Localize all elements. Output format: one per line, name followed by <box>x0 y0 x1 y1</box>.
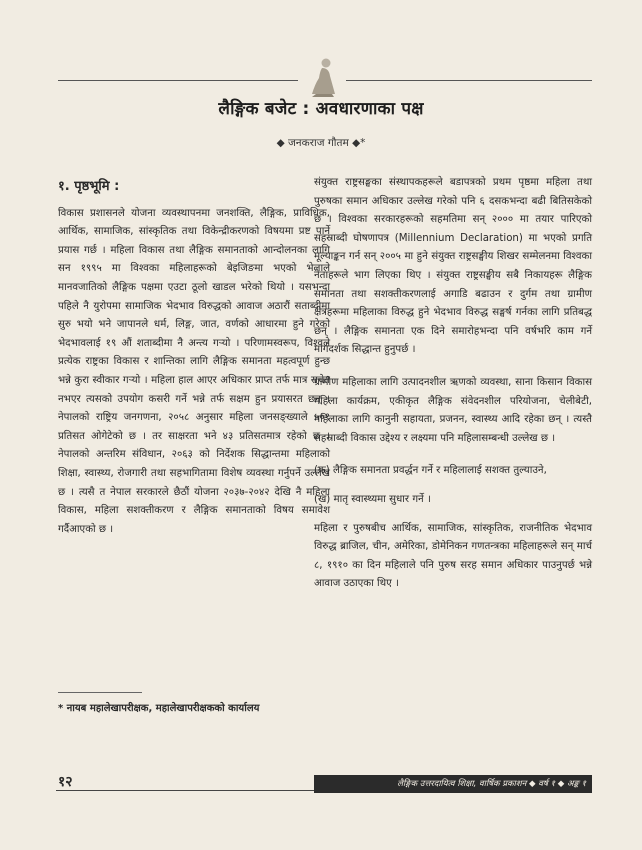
section-heading: १. पृष्ठभूमि : <box>58 179 120 194</box>
article-title: लैङ्गिक बजेट : अवधारणाका पक्ष <box>218 99 424 119</box>
footer-rule <box>56 790 314 791</box>
header-rule-right <box>346 80 592 81</box>
left-column <box>58 178 330 553</box>
list-item: (क) लैङ्गिक समानता प्रवर्द्धन गर्ने र महिलालाई सशक्त तुल्याउने, <box>314 465 547 477</box>
rural-women-paragraph: ग्रामीण महिलाका लागि उत्पादनशील ऋणको व्यवस्था, साना किसान विकास महिला कार्यक्रम, एकीकृत लैङ्गिक संवेदनशील परियोजना, चेलीबेटी, महिलाका लागि कानुनी सहायता, प्रजनन, स्वास्थ्य आदि रहेका छन् । त्यस्तै सहस्राब्दी विकास उद्देश्य र लक्ष्यमा पनि महिलासम्बन्धी उल्लेख छ । <box>314 376 592 444</box>
publication-footer: लैङ्गिक उत्तरदायित्व शिक्षा, वार्षिक प्रकाशन ◆ वर्ष १ ◆ अङ्क १ <box>314 775 592 793</box>
un-paragraph: संयुक्त राष्ट्रसङ्घका संस्थापकहरूले बडापत्रको प्रथम पृष्ठमा महिला तथा पुरुषका समान अधिकार उल्लेख गरेको पनि ६ दसकभन्दा बढी बितिसकेको छ । विश्वका सरकारहरूको सहमतिमा सन् २००० मा तयार पारिएको सहस्राब्दी घोषणापत्र (Millennium Declaration) मा भएको प्रगति मूल्याङ्कन गर्न सन् २००५ मा हुने संयुक्त राष्ट्रसङ्घीय शिखर सम्मेलनमा विश्वका नेताहरूले भाग लिएका थिए । संयुक्त राष्ट्रसङ्घीय सबै निकायहरू लैङ्गिक समानता तथा सशक्तीकरणलाई अगाडि बढाउन र दुर्गम तथा ग्रामीण क्षेत्रहरूमा महिलाका विरुद्ध हुने भेदभाव विरुद्ध सङ्घर्ष गर्नका लागि प्रतिबद्ध छन् । लैङ्गिक समानता एक दिने समारोहभन्दा पनि वर्षभरि काम गर्ने मार्गदर्शक सिद्धान्त हुनुपर्छ । <box>314 177 592 356</box>
author-footnote: * नायब महालेखापरीक्षक, महालेखापरीक्षकको कार्यालय <box>58 703 260 714</box>
list-item: (ख) मातृ स्वास्थ्यमा सुधार गर्ने । <box>314 493 431 505</box>
background-paragraph: विकास प्रशासनले योजना व्यवस्थापनमा जनशक्ति, लैङ्गिक, प्राविधिक, आर्थिक, सामाजिक, सांस्कृतिक तथा विकेन्द्रीकरणको विषयमा प्रष्ट पार्ने प्रयास गर्छ । महिला विकास तथा लैङ्गिक समानताको आन्दोलनका लागि सन १९९५ मा विश्वका महिलाहरूको बेइजिङमा भएको भेलाले मानवजातिको लैङ्गिक पक्षमा एउटा ठूलो खाडल भरेको थियो । यसभन्दा पहिले नै युरोपमा सामाजिक भेदभाव विरुद्धको आवाज अठारौं सताब्दीमा सुरु भयो भने जापानले धर्म, लिङ्ग, जात, वर्णको आधारमा हुने गरेको भेदभावलाई १९ औं शताब्दीमा नै अन्त्य गऱ्यो । परिणामस्वरूप, विश्वले प्रत्येक राष्ट्रका विकास र शान्तिका लागि लैङ्गिक समानता महत्वपूर्ण हुन्छ भन्ने कुरा स्वीकार गऱ्यो । महिला हाल आएर अधिकार प्राप्त तर्फ मात्र सचेत नभएर त्यसको उपयोग कसरी गर्ने भन्ने तर्फ सक्षम हुन प्रयासरत छन् । नेपालको राष्ट्रिय जनगणना, २०५८ अनुसार महिला जनसङ्ख्याले ५०१ प्रतिसत ओगेटेको छ । तर साक्षरता भने ४३ प्रतिसतमात्र रहेको छ । नेपालको अन्तरिम संविधान, २०६३ को निर्देशक सिद्धान्तमा महिलाको शिक्षा, स्वास्थ्य, रोजगारी तथा सहभागितामा विशेष व्यवस्था गर्नुपर्ने उल्लेख छ । त्यसै त नेपाल सरकारले छैठौं योजना २०३७-२०४२ देखि नै महिला विकास, महिला सशक्तीकरण र लैङ्गिक समानताको विषय समावेश गर्दैआएको छ । <box>58 207 330 535</box>
right-column <box>314 174 592 608</box>
womens-day-paragraph: महिला र पुरुषबीच आर्थिक, सामाजिक, सांस्कृतिक, राजनीतिक भेदभाव विरुद्ध ब्राजिल, चीन, अमेरिका, डोमेनिकन गणतन्त्रका महिलाहरूले सन् मार्च ८, १९१० का दिन महिलाले पनि पुरुष सरह समान अधिकार पाउनुपर्छ भन्ने आवाज उठाएका थिए । <box>314 522 592 590</box>
footnote-rule <box>58 692 142 693</box>
woman-figure-icon <box>302 56 342 98</box>
page-number: १२ <box>58 774 73 790</box>
author-line: ◆ जनकराज गौतम ◆* <box>276 137 366 149</box>
header-rule-left <box>58 80 298 81</box>
